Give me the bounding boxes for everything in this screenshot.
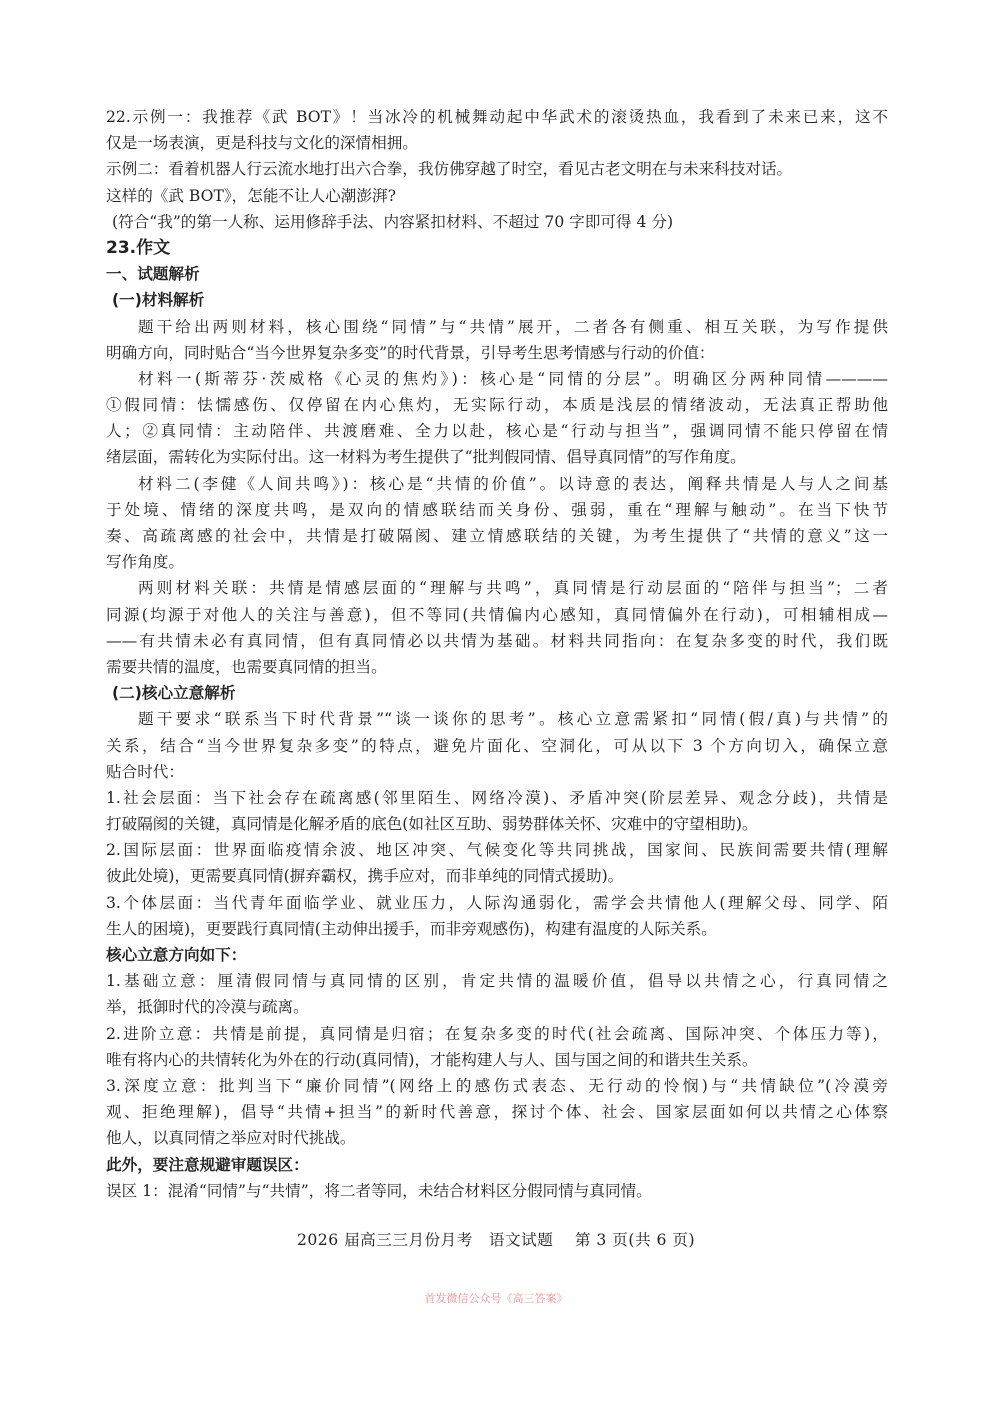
- text-line: 材料一(斯蒂芬·茨威格《心灵的焦灼》)：核心是“同情的分层”。明确区分两种同情————: [138, 369, 888, 388]
- text-line: 打破隔阂的关键，真同情是化解矛盾的底色(如社区互助、弱势群体关怀、灾难中的守望相助)。: [106, 815, 758, 834]
- text-line: ①假同情：怯懦感伤、仅停留在内心焦灼，无实际行动，本质是浅层的情绪波动，无法真正帮助他: [106, 396, 888, 415]
- text-line: 2.进阶立意：共情是前提，真同情是归宿；在复杂多变的时代(社会疏离、国际冲突、个体压力等)，: [106, 1024, 888, 1043]
- text-line: 题干要求“联系当下时代背景”“谈一谈你的思考”。核心立意需紧扣“同情(假/真)与共情”的: [138, 710, 888, 729]
- text-line: 他人，以真同情之举应对时代挑战。: [106, 1129, 356, 1148]
- heading-line: 核心立意方向如下：: [106, 946, 247, 964]
- text-line: 贴合时代：: [106, 762, 184, 781]
- text-line: 明确方向，同时贴合“当今世界复杂多变”的时代背景，引导考生思考情感与行动的价值：: [106, 343, 715, 362]
- text-line: 材料二(李健《人间共鸣》)：核心是“共情的价值”。以诗意的表达，阐释共情是人与人之间基: [138, 474, 888, 493]
- text-line: 1.基础立意：厘清假同情与真同情的区别，肯定共情的温暖价值，倡导以共情之心，行真同情之: [106, 972, 888, 991]
- heading-line: 23.作文: [106, 237, 171, 258]
- text-line: 需要共情的温度，也需要真同情的担当。: [106, 657, 387, 676]
- text-line: 这样的《武 BOT》，怎能不让人心潮澎湃?: [106, 186, 396, 205]
- text-line: 同源(均源于对他人的关注与善意)，但不等同(共情偏内心感知，真同情偏外在行动)，可相辅相成—: [106, 605, 888, 624]
- heading-line: (符合“我”的第一人称、运用修辞手法、内容紧扣材料、不超过 70 字即可得 4 分): [112, 212, 674, 231]
- text-line: 示例二：看着机器人行云流水地打出六合拳，我仿佛穿越了时空，看见古老文明在与未来科技对话。: [106, 160, 793, 179]
- text-line: 举，抵御时代的冷漠与疏离。: [106, 998, 309, 1017]
- heading-line: (一)材料解析: [112, 291, 205, 310]
- text-line: 3.个体层面：当代青年面临学业、就业压力，人际沟通弱化，需学会共情他人(理解父母、同学、陌: [106, 893, 888, 912]
- page-footer: 2026 届高三三月份月考 语文试题 第 3 页(共 6 页): [296, 1231, 696, 1249]
- text-line: 误区 1：混淆“同情”与“共情”，将二者等同，未结合材料区分假同情与真同情。: [106, 1181, 652, 1200]
- text-line: 绪层面，需转化为实际付出。这一材料为考生提供了“批判假同情、倡导真同情”的写作角度。: [106, 448, 746, 467]
- text-line: ——有共情未必有真同情，但有真同情必以共情为基础。材料共同指向：在复杂多变的时代，我们既: [106, 631, 888, 650]
- watermark: 首发微信公众号《高三答案》: [424, 1292, 568, 1305]
- text-line: 人；②真同情：主动陪伴、共渡磨难、全力以赴，核心是“行动与担当”，强调同情不能只停留在情: [106, 422, 888, 441]
- text-line: 1.社会层面：当下社会存在疏离感(邻里陌生、网络冷漠)、矛盾冲突(阶层差异、观念分歧)，共情是: [106, 788, 888, 807]
- text-line: 两则材料关联：共情是情感层面的“理解与共鸣”，真同情是行动层面的“陪伴与担当”；二者: [138, 579, 888, 598]
- heading-line: (二)核心立意解析: [112, 684, 236, 703]
- text-line: 关系，结合“当今世界复杂多变”的特点，避免片面化、空洞化，可从以下 3 个方向切入，确保立意: [106, 736, 888, 755]
- text-line: 唯有将内心的共情转化为外在的行动(真同情)，才能构建人与人、国与国之间的和谐共生关系。: [106, 1050, 758, 1069]
- heading-line: 一、试题解析: [106, 265, 200, 284]
- text-line: 于处境、情绪的深度共鸣，是双向的情感联结而关身份、强弱，重在“理解与触动”。在当下快节: [106, 500, 888, 519]
- text-line: 仅是一场表演，更是科技与文化的深情相拥。: [106, 134, 418, 153]
- heading-line: 此外，要注意规避审题误区：: [106, 1155, 309, 1174]
- text-line: 奏、高疏离感的社会中，共情是打破隔阂、建立情感联结的关键，为考生提供了“共情的意义”这一: [106, 527, 888, 545]
- text-line: 彼此处境)，更需要真同情(摒弃霸权，携手应对，而非单纯的同情式援助)。: [106, 867, 624, 886]
- text-line: 观、拒绝理解)，倡导“共情+担当”的新时代善意，探讨个体、社会、国家层面如何以共情之心体察: [106, 1103, 888, 1122]
- text-line: 写作角度。: [106, 553, 184, 572]
- document-body: [106, 104, 888, 1204]
- text-line: 生人的困境)，更要践行真同情(主动伸出援手，而非旁观感伤)，构建有温度的人际关系。: [106, 919, 717, 938]
- text-line: 2.国际层面：世界面临疫情余波、地区冲突、气候变化等共同挑战，国家间、民族间需要共情(理解: [106, 841, 888, 860]
- text-line: 题干给出两则材料，核心围绕“同情”与“共情”展开，二者各有侧重、相互关联，为写作提供: [138, 317, 888, 336]
- text-line: 22.示例一：我推荐《武 BOT》！当冰冷的机械舞动起中华武术的滚烫热血，我看到了未来已来，这不: [106, 108, 888, 126]
- text-line: 3.深度立意：批判当下“廉价同情”(网络上的感伤式表态、无行动的怜悯)与“共情缺位”(冷漠旁: [106, 1076, 888, 1095]
